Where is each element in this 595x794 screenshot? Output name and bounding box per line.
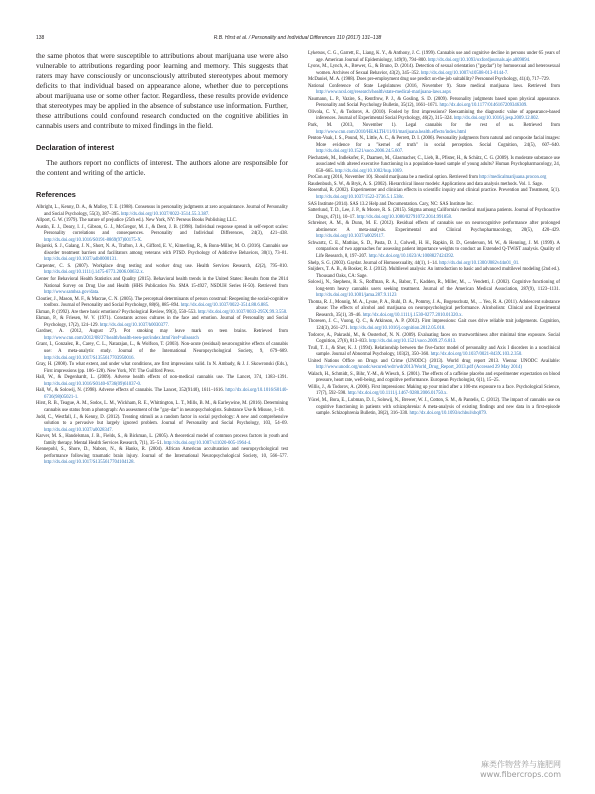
- reference-entry: Penton-Voak, I. S., Pound, N., Little, A. C., & Perrett, D. I. (2006). Personality judgments from natural and composite facial images: More evidence for a "kernel of truth" in social perception. Social Cognition, 24(5), 607–640. http://dx.doi.org/10.1521/soco.2006.24.5.607.: [308, 136, 560, 155]
- reference-entry: Snijders, T. A. B., & Bosker, R. J. (2012). Multilevel analysis: An introduction to basic and advanced multilevel modeling (2nd ed.). Thousand Oaks, CA: Sage.: [308, 267, 560, 279]
- reference-link[interactable]: http://dx.doi.org/10.1111/j.1475-6773.2006.00632.x.: [44, 270, 144, 276]
- reference-link[interactable]: http://dx.doi.org/10.1177/0146167209346309.: [439, 103, 528, 109]
- reference-entry: Willis, J., & Todorov, A. (2006). First impressions: Making up your mind after a 100-ms exposure to a face. Psychological Science, 17(7), 592–598. http://dx.doi.org/10.1111/j.1467-9280.2006.01750.x.: [308, 384, 560, 397]
- reference-link[interactable]: http://dx.doi.org/10.1017/S1355617704104128.: [44, 460, 135, 466]
- reference-entry: Shelp, S. G. (2003). Gaydar. Journal of Homosexuality, 44(1), 1–14. http://dx.doi.org/10.1300/J082v44n01_01.: [308, 260, 520, 266]
- reference-entry: Solowij, N., Stephens, R. S., Roffman, R. A., Babor, T., Kadden, R., Miller, M., ... Vendetti, J. (2002). Cognitive functioning of long-term heavy cannabis users seeking treatment. Journal of the American Medical Association, 287(9), 1123–1131. http://dx.doi.org/10.1001/jama.287.9.1123: [308, 280, 560, 299]
- reference-entry: Albright, L., Kenny, D. A., & Malloy, T. E. (1988). Consensus in personality judgments at zero acquaintance. Journal of Personality and Social Psychology, 55(3), 387–395. http://dx.doi.org/10.1037/0022-3514.55.3.387.: [36, 205, 288, 217]
- reference-entry: Piechatzek, M., Indlekofer, F., Daamen, M., Glasmacher, C., Lieb, R., Pfister, H., & Schütz, C. G. (2009). Is moderate substance use associated with altered executive functioning in a population-based sample of young adults? Human Psychopharmacology, 24, 650–665. http://dx.doi.org/10.1002/hup.1069.: [308, 155, 560, 174]
- page-header: [36, 35, 559, 45]
- reference-link[interactable]: http://dx.doi.org/10.1080/02791072.2014.991858.: [356, 214, 453, 220]
- reference-link[interactable]: http://medicalmarijuana.procon.org: [479, 175, 547, 181]
- reference-link[interactable]: http://dx.doi.org/10.1016/j.cognition.2012.05.018.: [350, 325, 446, 331]
- reference-entry: Ekman, P. (1992). Are there basic emotions? Psychological Review, 99(3), 550–553. http://dx.doi.org/10.1037/0033-295X.99.3.550.: [36, 309, 288, 315]
- reference-link[interactable]: http://www.samhsa.gov/data.: [44, 290, 100, 296]
- reference-link[interactable]: http://dx.doi.org/10.1001/jama.287.9.1123: [316, 293, 397, 299]
- reference-entry: Cloutier, J., Mason, M. F., & Macrae, C. N. (2005). The perceptual determinants of person construal: Reopening the social-cognitive toolbox. Journal of Personality and Social Psychology, 88(6), 885–894. http://dx.doi.org/10.1037/0022-3514.88.6.885.: [36, 296, 288, 309]
- intro-paragraph: the same photos that were susceptible to attributions about marijuana use were also vulnerable to attributions regarding poor learning and memory. This suggests that raters may have consciously or unconsciously attributed stereotypes about memory deficits to that individual based on appearance alone, whether due to perceptions about marijuana use or some other factor. Regardless, these results provide evidence that stereotypes may be applied in the absence of substance use information. Further, these attributions could confound research conducted on the cognitive abilities in cannabis users and contribute to mixed findings in the field.: [36, 51, 288, 130]
- reference-link[interactable]: http://dx.doi.org/10.1037/adb0000131.: [44, 257, 118, 263]
- reference-entry: Bujarski, S. J., Galang, J. N., Short, N. A., Trafton, J. A., Gifford, E. V., Kimerling, R., & Bonn-Miller, M. O. (2016). Cannabis use disorder treatment barriers and facilitators among veterans with PTSD. Psychology of Addictive Behaviors, 30(1), 73–81. http://dx.doi.org/10.1037/adb0000131.: [36, 244, 288, 263]
- reference-entry: Lyons, M., Lynch, A., Brewer, G., & Bruno, D. (2014). Detection of sexual orientation ("gaydar") by homosexual and heterosexual women. Archives of Sexual Behavior, 43(2), 345–352. http://dx.doi.org/10.1007/s10508-013-0144-7.: [308, 64, 560, 76]
- reference-entry: Gray, H. (2008). To what extent, and under what conditions, are first impressions valid. In N. Ambady, & J. J. Skowronski (Eds.), First impressions (pp. 106–128). New York, NY: The Guilford Press.: [36, 362, 288, 374]
- reference-entry: Walach, H., Schmidt, S., Bihr, Y.-M., & Wiesch, S. (2001). The effects of a caffeine placebo and experimenter expectation on blood pressure, heart rate, well-being, and cognitive performance. European Psychologist, 6(1), 15–25.: [308, 371, 560, 384]
- reference-entry: Rosenthal, R. (2002). Experimenter and clinician effects in scientific inquiry and clinical practice. Prevention and Treatment, 5(1). http://dx.doi.org/10.1037/1522-3736.5.1.538c.: [308, 188, 560, 201]
- reference-entry: Kennepohl, S., Shore, D., Nabors, N., & Hanks, R. (2004). African American acculturation and neuropsychological test performance following traumatic brain injury. Journal of the International Neuropsychological Society, 10, 566–577. http://dx.doi.org/10.1017/S1355617704104128.: [36, 447, 288, 466]
- reference-entry: Raudenbush, S. W., & Bryk, A. S. (2002). Hierarchical linear models: Applications and data analysis methods. Vol. 1. Sage.: [308, 181, 543, 187]
- reference-link[interactable]: http://dx.doi.org/10.1300/J082v44n01_01.: [439, 260, 520, 266]
- reference-entry: Todorov, A., Pakrashi, M., & Oosterhof, N. N. (2009). Evaluating faces on trustworthiness after minimal time exposure. Social Cognition, 27(6), 813–833. http://dx.doi.org/10.1521/soco.2009.27.6.813.: [308, 332, 560, 345]
- reference-entry: Thoma, R. J., Monnig, M. A., Lysne, P. A., Ruhl, D. A., Pommy, J. A., Bogenschutz, M., ... Yeo, R. A. (2011). Adolescent substance abuse: The effects of alcohol and marijuana on neuropsychological performance. Alcoholism: Clinical and Experimental Research, 35(1), 39–46. http://dx.doi.org/10.1111/j.1530-0277.2010.01320.x.: [308, 299, 560, 318]
- reference-entry: Karver, M. S., Handelsman, J. B., Fields, S., & Bickman, L. (2005). A theoretical model of common process factors in youth and family therapy. Mental Health Services Research, 7(1), 35–51. http://dx.doi.org/10.1007/s11020-005-1964-4.: [36, 434, 288, 446]
- reference-entry: Hirst, R. B., Teague, A. M., Sodos, L. M., Wickham, R. E., Whittington, L. T., Mills, B. M., & Earleywine, M. (2016). Determining cannabis use status from a photograph: An assessment of the "gay-dar" in neuropsychologists. Substance Use & Misuse, 1–10.: [36, 401, 288, 413]
- reference-link[interactable]: http://www.cnn.com/2010/HEALTH/11/01/marijuana.health.effects/index.html: [316, 129, 467, 135]
- reference-entry: Satterlund, T. D., Lee, J. P., & Moore, R. S. (2015). Stigma among California's medical marijuana patients. Journal of Psychoactive Drugs, 47(1), 10–17. http://dx.doi.org/10.1080/02791072.2014.991858.: [308, 208, 560, 220]
- reference-link[interactable]: http://dx.doi.org/10.1037/0022-3514.88.6.885.: [180, 303, 270, 309]
- reference-entry: ProCon.org (2016, November 10). Should marijuana be a medical option. Retrieved from http://medicalmarijuana.procon.org: [308, 175, 547, 181]
- reference-entry: United Nations Office on Drugs and Crime (UNODC) (2013). World drug report 2013. Vienna: UNODC Available: http://www.unodc.org/unodc/secured/wdr/wdr2013/World_Drug_Report_2013.pdf (Accessed 29 May 2014): [308, 358, 560, 371]
- reference-link[interactable]: http://dx.doi.org/10.1111/j.1467-9280.2006.01750.x.: [347, 391, 448, 397]
- reference-link[interactable]: http://www.cnn.com/2012/08/27/health/health-teen-pot/index.html?iref=allsearch: [44, 335, 199, 341]
- declaration-heading: Declaration of interest: [36, 143, 115, 152]
- reference-entry: Naumann, L. P., Vazire, S., Rentfrow, P. J., & Gosling, S. D. (2009). Personality judgments based upon physical appearance. Personality and Social Psychology Bulletin, 35(12), 1661–1671. http://dx.doi.org/10.1177/0146167209346309.: [308, 96, 560, 109]
- left-column: [36, 51, 288, 467]
- reference-link[interactable]: http://www.ncsl.org/research/health/state-medical-marijuana-laws.aspx: [316, 90, 452, 96]
- reference-entry: Lyketsos, C. G., Garrett, E., Liang, K. Y., & Anthony, J. C. (1999). Cannabis use and cognitive decline in persons under 65 years of age. American Journal of Epidemiology, 149(9), 794–800. http://dx.doi.org/10.1093/oxfordjournals.aje.a009894.: [308, 51, 560, 63]
- reference-link[interactable]: http://dx.doi.org/10.1037/0022-3514.55.3.387.: [121, 211, 210, 217]
- reference-link[interactable]: http://dx.doi.org/10.1037/a0028347.: [44, 427, 113, 433]
- references-list-left: [36, 205, 288, 467]
- reference-entry: Trull, T. J., & Sher, K. J. (1994). Relationship between the five-factor model of personality and Axis I disorders in a nonclinical sample. Journal of Abnormal Psychology, 103(2), 350–360. http://dx.doi.org/10.1037/0021-843X.103.2.350.: [308, 345, 560, 358]
- reference-entry: SAS Institute (2014). SAS 13.2 Help and Documentation. Cary, NC: SAS Institute Inc.: [308, 201, 474, 207]
- reference-entry: Allport, G. W. (1979). The nature of prejudice (25th ed.). New York, NY: Perseus Books Publishing LLC.: [36, 218, 237, 224]
- reference-link[interactable]: http://dx.doi.org/10.1037/0021-843X.103.2.350.: [430, 352, 523, 358]
- reference-entry: Carpenter, C. S. (2007). Workplace drug testing and worker drug use. Health Services Research, 42(2), 795–810. http://dx.doi.org/10.1111/j.1475-6773.2006.00632.x.: [36, 263, 288, 276]
- references-list-right: [308, 51, 560, 418]
- reference-link[interactable]: http://dx.doi.org/10.1037/h0030377.: [99, 322, 169, 328]
- reference-link[interactable]: http://dx.doi.org/10.1093/schbul/sbq079.: [409, 411, 488, 417]
- reference-entry: Yücel, M., Bora, E., Lubman, D. I., Solowij, N., Brewer, W. J., Cotton, S. M., & Pantelis, C. (2012). The impact of cannabis use on cognitive functioning in patients with schizophrenia: A meta-analysis of existing findings and new data in a first-episode sample. Schizophrenia Bulletin, 38(2), 316–330. http://dx.doi.org/10.1093/schbul/sbq079.: [308, 397, 560, 417]
- watermark: [480, 760, 561, 780]
- right-column: [308, 51, 560, 418]
- reference-entry: Austin, E. J., Deary, I. J., Gibson, G. J., McGregor, M. J., & Dent, J. B. (1998). Individual response spread in self-report scales: Personality correlations and consequences. Personality and Individual Differences, 24(3), 421–438. http://dx.doi.org/10.1016/S0191-8869(97)00175-X.: [36, 224, 288, 243]
- reference-link[interactable]: http://dx.doi.org/10.1017/S1355617703950016.: [44, 355, 135, 361]
- watermark-line1: 麻类作物营养与施肥网: [481, 760, 561, 769]
- reference-entry: Schreiner, A. M., & Dunn, M. E. (2012). Residual effects of cannabis use on neurocognitive performance after prolonged abstinence: A meta-analysis. Experimental and Clinical Psychopharmacology, 20(5), 420–429. http://dx.doi.org/10.1037/a0029117.: [308, 221, 560, 240]
- reference-link[interactable]: http://dx.doi.org/10.1002/hup.1069.: [335, 168, 403, 174]
- reference-link[interactable]: http://dx.doi.org/10.1016/j.jesp.2009.12.002.: [453, 116, 540, 122]
- reference-entry: Center for Behavioral Health Statistics and Quality (2015). Behavioral health trends in the United States: Results from the 2014 National Survey on Drug Use and Health (HHS Publication No. SMA 15-4927, NSDUH Series H-50). Retrieved from http://www.samhsa.gov/data.: [36, 277, 288, 296]
- reference-link[interactable]: http://dx.doi.org/10.1521/soco.2009.27.6.813.: [369, 339, 457, 345]
- reference-link[interactable]: http://dx.doi.org/10.1016/S0191-8869(97)00175-X.: [44, 237, 143, 243]
- reference-link[interactable]: http://dx.doi.org/10.1037/0033-295X.99.3.550.: [197, 309, 288, 315]
- reference-entry: Ekman, P., & Friesen, W. V. (1971). Constants across cultures in the face and emotion. Journal of Personality and Social Psychology, 17(2), 124–129. http://dx.doi.org/10.1037/h0030377.: [36, 316, 288, 328]
- reference-link[interactable]: http://dx.doi.org/10.1111/j.1530-0277.2010.01320.x.: [362, 312, 463, 318]
- reference-link[interactable]: http://dx.doi.org/10.1037/1522-3736.5.1.538c.: [316, 195, 405, 201]
- reference-entry: Gardner, A. (2012, August 27). Pot smoking may leave mark on teen brains. Retrieved from http://www.cnn.com/2012/08/27/health/health-teen-pot/index.html?iref=allsearch: [36, 329, 288, 341]
- reference-entry: National Conference of State Legislatures (2016, November 9). State medical marijuana laws. Retrieved from http://www.ncsl.org/research/health/state-medical-marijuana-laws.aspx: [308, 83, 560, 96]
- reference-entry: Judd, C., Westfall, J., & Kenny, D. (2012). Treating stimuli as a random factor in social psychology: A new and comprehensive solution to a pervasive but largely ignored problem. Journal of Personality and Social Psychology, 103, 54–69. http://dx.doi.org/10.1037/a0028347.: [36, 414, 288, 433]
- running-title: R.B. Hirst et al. / Personality and Individual Differences 110 (2017) 131–138: [213, 35, 382, 41]
- reference-link[interactable]: http://dx.doi.org/10.1093/oxfordjournals.aje.a009894.: [427, 57, 531, 63]
- watermark-line2: www.fibercrops.com: [480, 770, 561, 779]
- reference-link[interactable]: http://dx.doi.org/10.1037/a0029117.: [316, 234, 385, 240]
- reference-link[interactable]: http://dx.doi.org/10.1521/soco.2006.24.5.607.: [316, 149, 404, 155]
- reference-entry: Hall, W., & Degenhardt, L. (2009). Adverse health effects of non-medical cannabis use. The Lancet, 374, 1383–1391. http://dx.doi.org/10.1016/S0140-6736(09)61037-0.: [36, 375, 288, 387]
- reference-link[interactable]: http://dx.doi.org/10.1023/A:1008827424392.: [368, 253, 455, 259]
- reference-link[interactable]: http://dx.doi.org/10.1016/S0140-6736(09)61037-0.: [44, 381, 142, 387]
- reference-entry: Hall, W., & Solowij, N. (1998). Adverse effects of cannabis. The Lancet, 352(9140), 1611–1616. http://dx.doi.org/10.1016/S0140-6736(98)05021-1.: [36, 388, 288, 400]
- reference-entry: Park, M. (2013, November 1). Legal cannabis for the rest of us. Retrieved from http://www.cnn.com/2010/HEALTH/11/01/marijuana.health.effects/index.html: [308, 123, 560, 135]
- declaration-text: The authors report no conflicts of interest. The authors alone are responsible for the content and writing of the article.: [36, 158, 288, 177]
- reference-link[interactable]: http://www.unodc.org/unodc/secured/wdr/wdr2013/World_Drug_Report_2013.pdf (Accessed 29 May 2014): [316, 365, 522, 371]
- page-number: 138: [36, 35, 45, 41]
- reference-link[interactable]: http://dx.doi.org/10.1007/s10508-013-0144-7.: [420, 70, 509, 76]
- reference-entry: McDaniel, M. A. (1988). Does pre-employment drug use predict on-the-job suitability? Personnel Psychology, 41(4), 717–729.: [308, 77, 550, 83]
- reference-link[interactable]: http://dx.doi.org/10.1007/s11020-005-1964-4.: [164, 440, 252, 446]
- references-heading: References: [36, 190, 76, 199]
- reference-link[interactable]: http://dx.doi.org/10.1016/S0140-6736(98)05021-1.: [44, 388, 288, 400]
- reference-entry: Grant, I., Gonzalez, R., Carey, C. L., Natarajan, L., & Wolfson, T. (2003). Non-acute (residual) neurocognitive effects of cannabis use: A meta-analytic study. Journal of the International Neuropsychological Society, 9, 679–689. http://dx.doi.org/10.1017/S1355617703950016.: [36, 342, 288, 361]
- reference-entry: Thoresen, J. C., Vuong, Q. C., & Atkinson, A. P. (2012). First impressions: Gait cues drive reliable trait judgements. Cognition, 124(3), 261–271. http://dx.doi.org/10.1016/j.cognition.2012.05.018.: [308, 319, 560, 331]
- reference-entry: Olivola, C. Y., & Todorov, A. (2010). Fooled by first impressions? Reexamining the diagnostic value of appearance-based inferences. Journal of Experimental Social Psychology, 46(2), 315–324. http://dx.doi.org/10.1016/j.jesp.2009.12.002.: [308, 109, 560, 122]
- reference-entry: Schwartz, C. E., Mathias, S. D., Pasta, D. J., Colwell, H. H., Rapkin, B. D., Genderson, M. W., & Henning, J. M. (1999). A comparison of two approaches for assessing patient importance weights to conduct an Extended Q-TWiST analysis. Quality of Life Research, 8, 197–207. http://dx.doi.org/10.1023/A:1008827424392.: [308, 240, 560, 259]
